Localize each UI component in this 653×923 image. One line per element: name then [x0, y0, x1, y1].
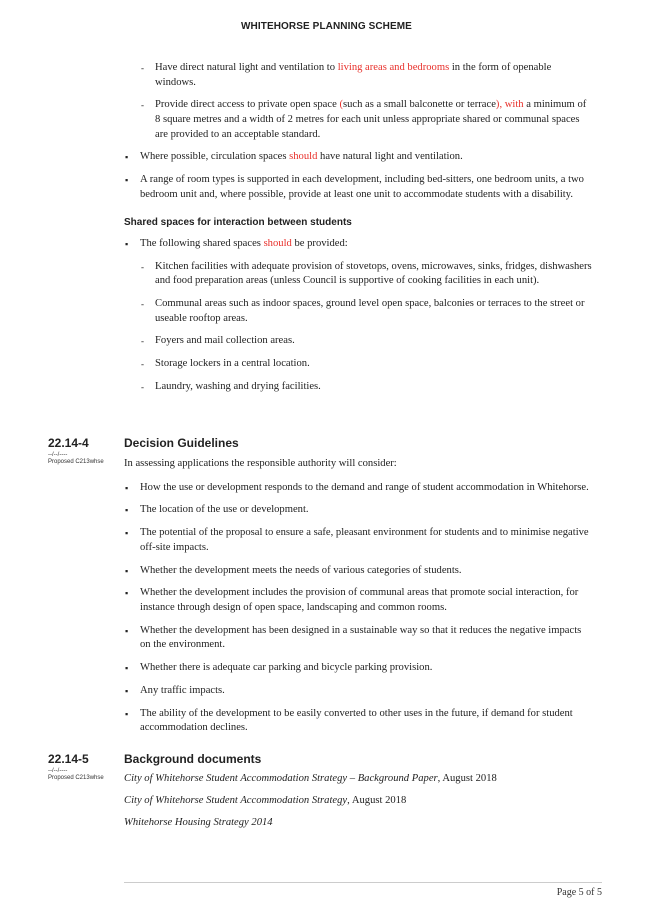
dash-marker: - [141, 299, 144, 310]
page-header: WHITEHORSE PLANNING SCHEME [241, 21, 412, 32]
bullet-marker: ▪ [125, 708, 129, 719]
section-5-number: 22.14-5 [48, 752, 89, 766]
bullet-marker: ▪ [125, 175, 129, 186]
section-4-body [124, 457, 594, 744]
text-run: in the form of openable windows. [155, 62, 552, 88]
dash-marker: - [141, 382, 144, 392]
section-5-meta [48, 768, 104, 782]
list-item [124, 173, 594, 202]
page-number: Page 5 of 5 [556, 887, 602, 898]
dash-marker: - [141, 63, 144, 73]
text-run: such as a small balconette or terrace [342, 99, 496, 111]
guideline-text: The ability of the development to be easily converted to other uses in the future, if demand for student accommodation declines. [140, 707, 573, 734]
top-list [124, 61, 594, 202]
bullet-marker: ▪ [125, 685, 129, 696]
document-title: City of Whitehorse Student Accommodation Strategy – Background Paper [124, 773, 438, 784]
background-documents-list [124, 772, 594, 831]
dash-marker: - [141, 359, 144, 370]
guideline-text: How the use or development responds to the demand and range of student accommodation in Whitehorse. [140, 481, 589, 493]
list-item [124, 357, 594, 372]
highlighted-text: should [289, 151, 318, 163]
text-run: A range of room types is supported in each development, including bed-sitters, one bedroom units, a two bedroom unit and, where possible, provide at least one unit to accommodate students with a disability. [140, 174, 584, 200]
text-run: Storage lockers in a central location. [155, 358, 310, 370]
guideline-text: Whether the development meets the needs of various categories of students. [140, 564, 462, 576]
section-5-amendment: Proposed C213whse [48, 775, 104, 781]
highlighted-text: ( [339, 99, 343, 111]
text-run: Communal areas such as indoor spaces, ground level open space, balconies or terraces to the street or useable rooftop areas. [155, 298, 585, 324]
section-4-number: 22.14-4 [48, 436, 89, 450]
guideline-text: Any traffic impacts. [140, 684, 225, 696]
shared-spaces-heading: Shared spaces for interaction between students [124, 217, 352, 229]
list-item [124, 61, 594, 90]
bullet-marker: ▪ [125, 663, 129, 674]
bullet-marker: ▪ [125, 238, 129, 249]
bullet-marker: ▪ [125, 152, 129, 163]
text-run: Where possible, circulation spaces [140, 151, 290, 163]
bullet-marker: ▪ [125, 588, 129, 599]
text-run: be provided: [291, 237, 348, 249]
background-document [124, 794, 594, 809]
highlighted-text: ), with [495, 99, 524, 111]
list-item [124, 707, 594, 736]
body-top [124, 61, 594, 403]
list-item [124, 150, 594, 165]
guideline-text: The location of the use or development. [140, 504, 309, 516]
decision-guidelines-list [124, 481, 594, 736]
bullet-marker: ▪ [125, 505, 129, 516]
guideline-text: Whether the development has been designed in a sustainable way so that it reduces the negative impacts on the environment. [140, 624, 582, 651]
list-item [124, 237, 594, 252]
section-5-body [124, 772, 594, 838]
text-run: Kitchen facilities with adequate provision of stovetops, ovens, microwaves, sinks, fridges, dishwashers and food preparation areas (unless Council is supportive of cooking facilities in each unit). [155, 260, 592, 287]
list-item [124, 564, 594, 579]
list-item [124, 526, 594, 555]
bullet-marker: ▪ [125, 482, 129, 493]
text-run: a minimum of 8 square metres and a width of 2 metres for each unit unless appropriate shared or communal spaces are provided to an acceptable standard. [155, 99, 587, 140]
section-5-title: Background documents [124, 752, 262, 766]
bullet-marker: ▪ [125, 625, 129, 636]
list-item [124, 334, 594, 349]
list-item [124, 98, 594, 142]
background-document [124, 772, 594, 787]
guideline-text: The potential of the proposal to ensure a safe, pleasant environment for students and to minimise negative off-site impacts. [140, 527, 589, 553]
section-4-amendment: Proposed C213whse [48, 459, 104, 465]
dash-marker: - [141, 261, 144, 272]
document-date: , August 2018 [347, 794, 407, 806]
list-item [124, 586, 594, 615]
list-item [124, 481, 594, 496]
text-run: The following shared spaces [140, 237, 264, 249]
section-4-intro: In assessing applications the responsible authority will consider: [124, 458, 397, 469]
list-item [124, 661, 594, 676]
text-run: have natural light and ventilation. [317, 151, 463, 163]
text-run: Foyers and mail collection areas. [155, 335, 295, 347]
highlighted-text: should [263, 237, 292, 249]
section-4-title: Decision Guidelines [124, 436, 239, 450]
document-title: Whitehorse Housing Strategy 2014 [124, 816, 273, 828]
highlighted-text: living areas and bedrooms [337, 62, 450, 73]
footer-divider [124, 882, 602, 883]
shared-spaces-list [124, 237, 594, 395]
section-4-date: --/--/---- [48, 452, 68, 458]
list-item [124, 624, 594, 653]
document-title: City of Whitehorse Student Accommodation Strategy [124, 794, 348, 806]
background-document [124, 816, 594, 831]
list-item [124, 503, 594, 518]
bullet-marker: ▪ [125, 528, 129, 539]
section-4-meta [48, 452, 104, 466]
document-date: , August 2018 [437, 773, 497, 784]
list-item [124, 297, 594, 326]
text-run: Laundry, washing and drying facilities. [155, 381, 321, 392]
section-5-date: --/--/---- [48, 768, 68, 774]
bullet-marker: ▪ [125, 565, 129, 576]
dash-marker: - [141, 336, 144, 347]
guideline-text: Whether the development includes the provision of communal areas that promote social interaction, for instance through design of open space, landscaping and common rooms. [140, 587, 579, 613]
text-run: Provide direct access to private open space [155, 99, 340, 111]
list-item [124, 260, 594, 289]
list-item [124, 380, 594, 395]
guideline-text: Whether there is adequate car parking and bicycle parking provision. [140, 662, 433, 674]
text-run: Have direct natural light and ventilation to [155, 62, 338, 73]
dash-marker: - [141, 100, 144, 111]
list-item [124, 684, 594, 699]
